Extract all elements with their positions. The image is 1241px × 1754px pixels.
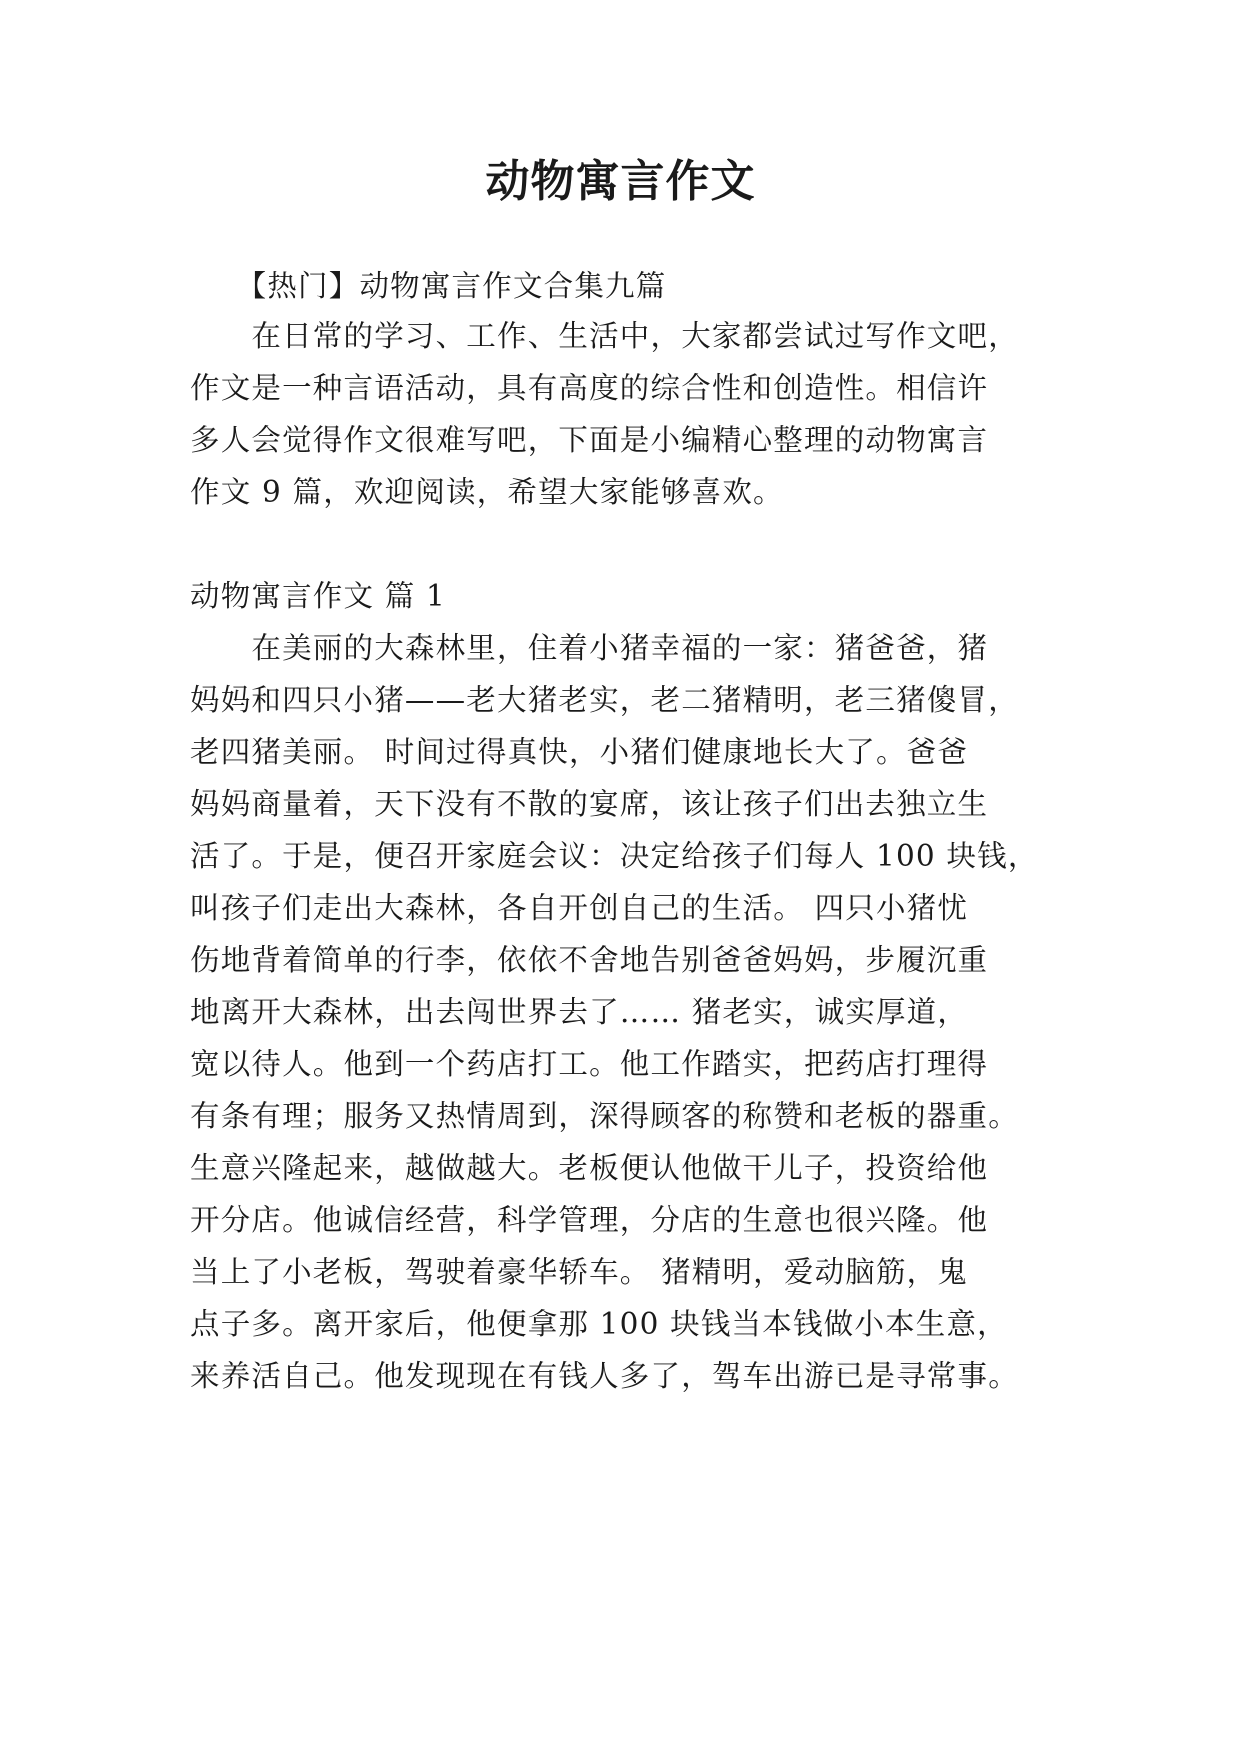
body-line: 妈妈商量着，天下没有不散的宴席，该让孩子们出去独立生: [190, 787, 989, 821]
body-line: 妈妈和四只小猪——老大猪老实，老二猪精明，老三猪傻冒，: [190, 683, 1019, 717]
body-line: 点子多。离开家后，他便拿那 100 块钱当本钱做小本生意，: [190, 1307, 1008, 1341]
document-title: 动物寓言作文: [485, 156, 756, 207]
body-line: 在美丽的大森林里，住着小猪幸福的一家：猪爸爸，猪: [190, 631, 989, 665]
intro-line: 在日常的学习、工作、生活中，大家都尝试过写作文吧，: [190, 319, 1019, 353]
body-line: 叫孩子们走出大森林，各自开创自己的生活。 四只小猪忧: [190, 891, 969, 925]
intro-line: 作文是一种言语活动，具有高度的综合性和创造性。相信许: [190, 371, 989, 405]
body-line: 当上了小老板，驾驶着豪华轿车。 猪精明，爱动脑筋，鬼: [190, 1255, 969, 1289]
body-line: 生意兴隆起来，越做越大。老板便认他做干儿子，投资给他: [190, 1151, 989, 1185]
intro-line: 作文 9 篇，欢迎阅读，希望大家能够喜欢。: [190, 475, 784, 509]
intro-line: 多人会觉得作文很难写吧，下面是小编精心整理的动物寓言: [190, 423, 989, 457]
body-line: 有条有理；服务又热情周到，深得顾客的称赞和老板的器重。: [190, 1099, 1019, 1133]
body-line: 地离开大森林，出去闯世界去了…… 猪老实，诚实厚道，: [190, 995, 969, 1029]
body-line: 来养活自己。他发现现在有钱人多了，驾车出游已是寻常事。: [190, 1359, 1019, 1393]
intro-line: 【热门】动物寓言作文合集九篇: [190, 269, 667, 303]
section-heading: 动物寓言作文 篇 1: [190, 579, 447, 613]
body-line: 伤地背着简单的行李，依依不舍地告别爸爸妈妈，步履沉重: [190, 943, 989, 977]
body-line: 开分店。他诚信经营，科学管理，分店的生意也很兴隆。他: [190, 1203, 989, 1237]
body-line: 宽以待人。他到一个药店打工。他工作踏实，把药店打理得: [190, 1047, 989, 1081]
body-line: 老四猪美丽。 时间过得真快，小猪们健康地长大了。爸爸: [190, 735, 969, 769]
body-line: 活了。于是，便召开家庭会议：决定给孩子们每人 100 块钱，: [190, 839, 1039, 873]
